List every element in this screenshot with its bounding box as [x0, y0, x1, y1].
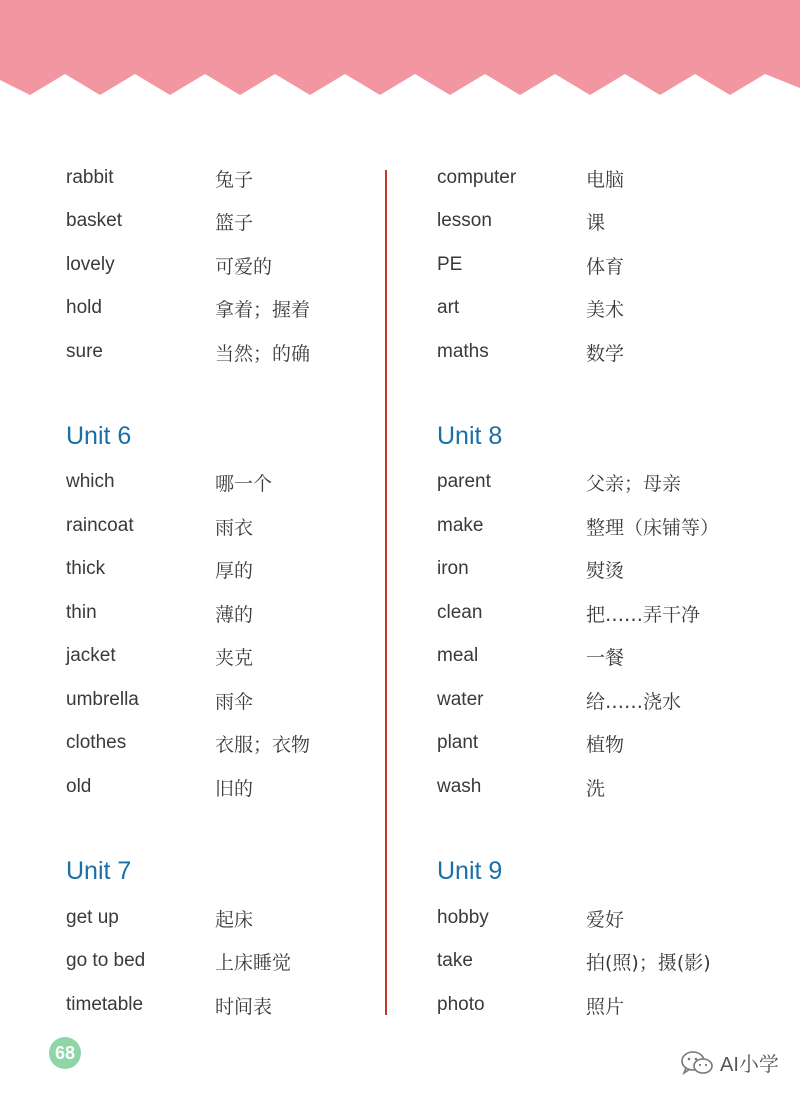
word-chinese: 课 [586, 211, 606, 234]
word-english: plant [437, 732, 479, 753]
watermark-text: AI小学 [720, 1054, 779, 1076]
vocab-row [66, 330, 426, 374]
watermark [680, 1048, 779, 1077]
unit-heading: Unit 7 [66, 857, 132, 885]
word-english: lesson [437, 210, 492, 231]
vocab-row [437, 678, 797, 722]
word-chinese: 雨衣 [215, 516, 254, 539]
vocab-row [66, 765, 426, 809]
vocab-row [66, 983, 426, 1027]
word-chinese: 篮子 [215, 211, 254, 234]
word-chinese: 兔子 [215, 168, 254, 191]
vocab-row [66, 460, 426, 504]
vocab-row [437, 330, 797, 374]
word-english: raincoat [66, 515, 134, 536]
vocab-row [437, 199, 797, 243]
vocab-row [437, 504, 797, 548]
vocab-row [66, 939, 426, 983]
word-english: photo [437, 994, 485, 1015]
word-english: maths [437, 341, 489, 362]
word-english: basket [66, 210, 122, 231]
vocab-row [437, 721, 797, 765]
word-chinese: 起床 [215, 908, 254, 931]
word-english: take [437, 950, 473, 971]
vocab-row [66, 199, 426, 243]
vocab-row [437, 983, 797, 1027]
word-english: make [437, 515, 484, 536]
word-english: water [437, 689, 484, 710]
word-english: meal [437, 645, 479, 666]
word-chinese: 拿着；握着 [215, 298, 311, 321]
vocab-row [66, 286, 426, 330]
word-chinese: 父亲；母亲 [586, 472, 682, 495]
word-english: go to bed [66, 950, 146, 971]
word-english: iron [437, 558, 469, 579]
word-chinese: 雨伞 [215, 690, 254, 713]
header-banner [0, 0, 800, 100]
unit-heading: Unit 6 [66, 422, 132, 450]
vocab-row [437, 939, 797, 983]
word-chinese: 衣服；衣物 [215, 733, 311, 756]
word-chinese: 照片 [586, 995, 625, 1018]
word-chinese: 爱好 [586, 908, 625, 931]
vocab-row [437, 156, 797, 200]
word-chinese: 旧的 [215, 777, 254, 800]
word-chinese: 哪一个 [215, 472, 273, 495]
word-chinese: 整理（床铺等） [586, 516, 720, 539]
vocab-row [437, 896, 797, 940]
word-chinese: 数学 [586, 342, 625, 365]
vocab-row [437, 591, 797, 635]
word-english: thin [66, 602, 97, 623]
word-chinese: 美术 [586, 298, 625, 321]
word-chinese: 电脑 [586, 168, 625, 191]
word-english: hold [66, 297, 102, 318]
vocab-row [66, 243, 426, 287]
vocab-row [437, 460, 797, 504]
word-english: thick [66, 558, 106, 579]
word-english: hobby [437, 907, 489, 928]
vocab-row [437, 547, 797, 591]
vocab-row [437, 286, 797, 330]
word-chinese: 上床睡觉 [215, 951, 292, 974]
page-number-badge: 68 [49, 1037, 81, 1069]
word-chinese: 夹克 [215, 646, 254, 669]
word-english: old [66, 776, 92, 797]
vocab-row [66, 896, 426, 940]
word-english: sure [66, 341, 103, 362]
word-chinese: 厚的 [215, 559, 254, 582]
word-chinese: 洗 [586, 777, 606, 800]
word-english: jacket [66, 645, 116, 666]
word-english: rabbit [66, 167, 114, 188]
vocab-row [66, 591, 426, 635]
word-english: computer [437, 167, 517, 188]
wechat-icon [680, 1050, 714, 1076]
word-english: umbrella [66, 689, 139, 710]
word-chinese: 薄的 [215, 603, 254, 626]
word-chinese: 熨烫 [586, 559, 625, 582]
vocab-row [66, 721, 426, 765]
word-chinese: 给……浇水 [586, 690, 682, 713]
unit-heading: Unit 9 [437, 857, 503, 885]
word-english: which [66, 471, 115, 492]
word-chinese: 可爱的 [215, 255, 273, 278]
word-chinese: 体育 [586, 255, 625, 278]
word-chinese: 一餐 [586, 646, 625, 669]
word-chinese: 植物 [586, 733, 625, 756]
word-english: get up [66, 907, 119, 928]
word-english: timetable [66, 994, 144, 1015]
unit-heading: Unit 8 [437, 422, 503, 450]
word-chinese: 拍(照)；摄(影) [586, 951, 711, 974]
word-english: parent [437, 471, 491, 492]
vocab-row [437, 243, 797, 287]
vocab-row [437, 634, 797, 678]
word-english: clothes [66, 732, 127, 753]
vocab-row [66, 156, 426, 200]
word-chinese: 时间表 [215, 995, 273, 1018]
vocab-row [66, 678, 426, 722]
word-english: lovely [66, 254, 115, 275]
word-english: PE [437, 254, 463, 275]
word-chinese: 把……弄干净 [586, 603, 701, 626]
vocab-row [66, 634, 426, 678]
vocab-row [437, 765, 797, 809]
word-english: clean [437, 602, 483, 623]
vocab-row [66, 547, 426, 591]
vocab-row [66, 504, 426, 548]
word-english: art [437, 297, 460, 318]
word-english: wash [437, 776, 482, 797]
word-chinese: 当然；的确 [215, 342, 311, 365]
